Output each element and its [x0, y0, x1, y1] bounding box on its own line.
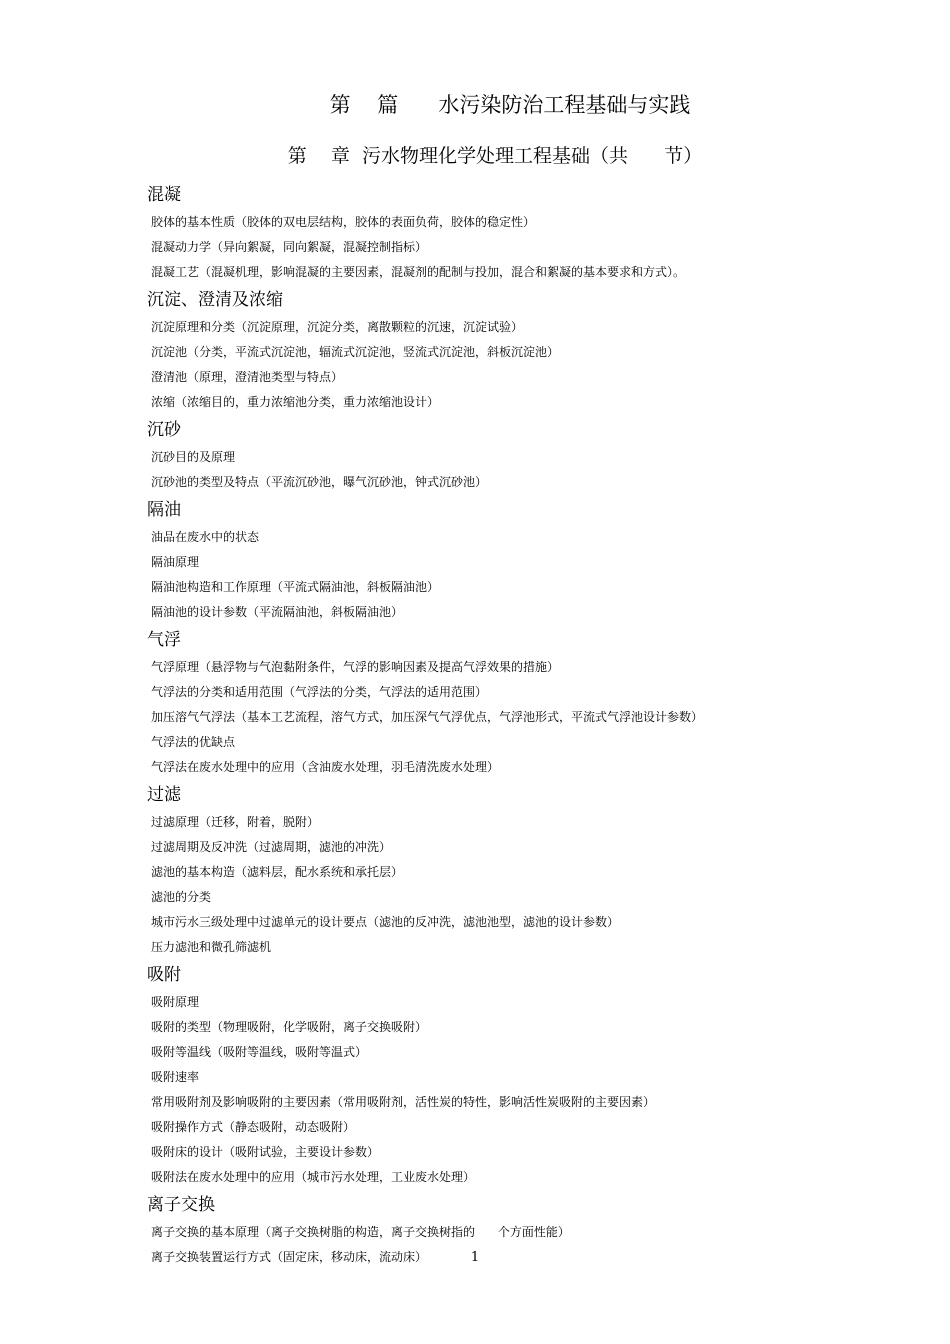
outline-item: 吸附等温线（吸附等温线，吸附等温式） — [151, 1045, 368, 1059]
outline-item: 沉淀池（分类，平流式沉淀池，辐流式沉淀池，竖流式沉淀池，斜板沉淀池） — [151, 345, 560, 359]
outline-section — [147, 495, 907, 625]
outline-item: 滤池的基本构造（滤料层，配水系统和承托层） — [151, 865, 404, 879]
section-heading: 隔油 — [147, 500, 181, 520]
outline-item: 常用吸附剂及影响吸附的主要因素（常用吸附剂，活性炭的特性，影响活性炭吸附的主要因素） — [151, 1095, 656, 1109]
outline-item: 城市污水三级处理中过滤单元的设计要点（滤池的反冲洗，滤池池型，滤池的设计参数） — [151, 915, 620, 929]
outline-item: 隔油池的设计参数（平流隔油池，斜板隔油池） — [151, 605, 404, 619]
outline-item: 压力滤池和微孔筛滤机 — [151, 940, 272, 954]
section-heading: 气浮 — [147, 630, 181, 650]
outline-item: 吸附原理 — [151, 995, 200, 1009]
outline-item: 隔油池构造和工作原理（平流式隔油池，斜板隔油池） — [151, 580, 440, 594]
outline-section — [147, 625, 907, 780]
outline-item: 油品在废水中的状态 — [151, 530, 260, 544]
outline-item: 吸附法在废水处理中的应用（城市污水处理，工业废水处理） — [151, 1170, 476, 1184]
outline-item: 沉砂目的及原理 — [151, 450, 236, 464]
outline-item: 澄清池（原理，澄清池类型与特点） — [151, 370, 344, 384]
outline-item: 沉砂池的类型及特点（平流沉砂池，曝气沉砂池，钟式沉砂池） — [151, 475, 488, 489]
section-heading: 离子交换 — [147, 1195, 215, 1215]
outline-item: 吸附的类型（物理吸附，化学吸附，离子交换吸附） — [151, 1020, 428, 1034]
section-heading: 沉淀、澄清及浓缩 — [147, 290, 283, 310]
outline-item: 混凝工艺（混凝机理，影响混凝的主要因素，混凝剂的配制与投加，混合和絮凝的基本要求和方式）。 — [151, 265, 686, 279]
outline-section — [147, 285, 907, 415]
chapter-title: 第 章 污水物理化学处理工程基础（共 节） — [287, 145, 703, 167]
section-heading: 过滤 — [147, 785, 181, 805]
outline-item: 气浮原理（悬浮物与气泡黏附条件，气浮的影响因素及提高气浮效果的措施） — [151, 660, 560, 674]
outline-item: 吸附操作方式（静态吸附，动态吸附） — [151, 1120, 356, 1134]
outline-item: 滤池的分类 — [151, 890, 212, 904]
outline-content — [147, 180, 907, 1270]
outline-section — [147, 415, 907, 495]
outline-item: 离子交换装置运行方式（固定床，移动床，流动床） — [151, 1250, 428, 1264]
outline-section — [147, 960, 907, 1190]
outline-section — [147, 180, 907, 285]
section-heading: 混凝 — [147, 185, 181, 205]
outline-item: 气浮法在废水处理中的应用（含油废水处理，羽毛清洗废水处理） — [151, 760, 500, 774]
outline-item: 加压溶气气浮法（基本工艺流程，溶气方式，加压深气气浮优点，气浮池形式，平流式气浮池设计参数） — [151, 710, 704, 724]
outline-item: 吸附床的设计（吸附试验，主要设计参数） — [151, 1145, 380, 1159]
outline-item: 吸附速率 — [151, 1070, 200, 1084]
outline-item: 混凝动力学（异向絮凝，同向絮凝，混凝控制指标） — [151, 240, 428, 254]
outline-item: 过滤周期及反冲洗（过滤周期，滤池的冲洗） — [151, 840, 392, 854]
outline-item: 过滤原理（迁移，附着，脱附） — [151, 815, 320, 829]
outline-item: 离子交换的基本原理（离子交换树脂的构造，离子交换树指的 个方面性能） — [151, 1225, 570, 1239]
outline-item: 浓缩（浓缩目的，重力浓缩池分类，重力浓缩池设计） — [151, 395, 440, 409]
section-heading: 吸附 — [147, 965, 181, 985]
outline-item: 气浮法的分类和适用范围（气浮法的分类，气浮法的适用范围） — [151, 685, 488, 699]
part-title: 第 篇 水污染防治工程基础与实践 — [329, 93, 691, 117]
outline-item: 胶体的基本性质（胶体的双电层结构，胶体的表面负荷，胶体的稳定性） — [151, 215, 536, 229]
outline-item: 隔油原理 — [151, 555, 200, 569]
outline-section — [147, 780, 907, 960]
outline-item: 气浮法的优缺点 — [151, 735, 236, 749]
page-number: 1 — [470, 1250, 480, 1265]
outline-item: 沉淀原理和分类（沉淀原理，沉淀分类，离散颗粒的沉速，沉淀试验） — [151, 320, 524, 334]
section-heading: 沉砂 — [147, 420, 181, 440]
